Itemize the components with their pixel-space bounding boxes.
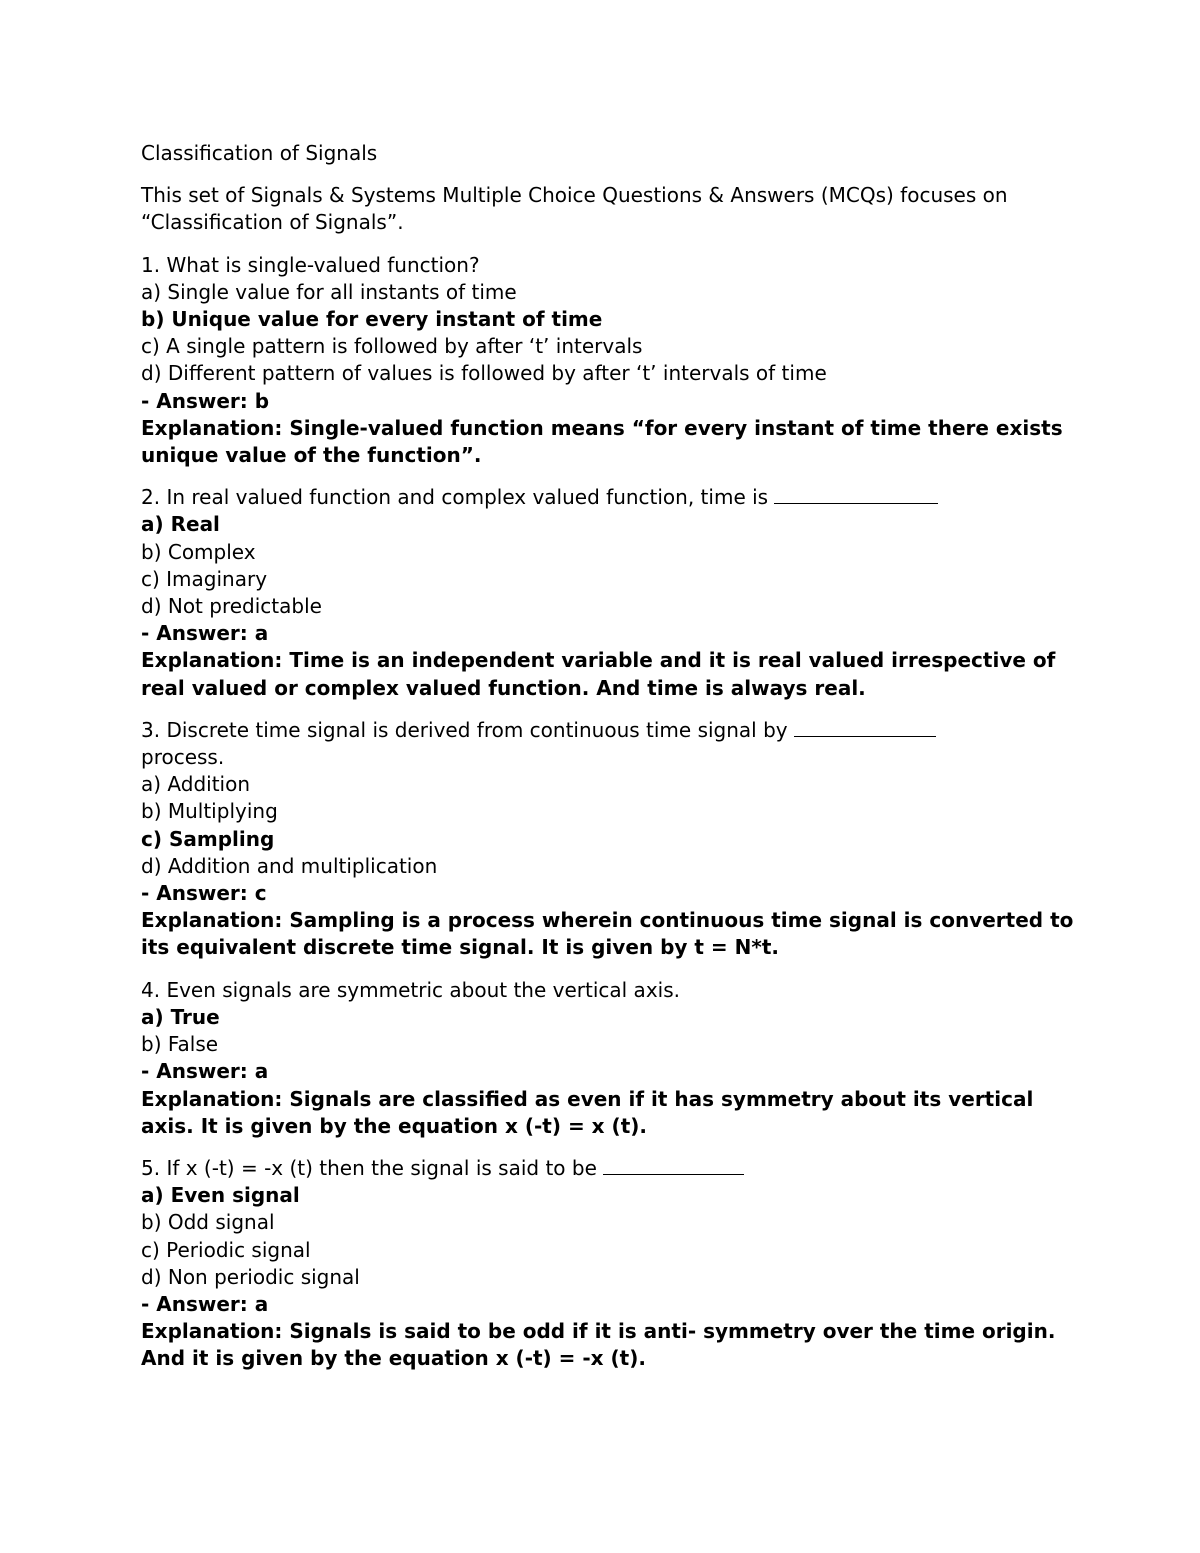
question-text: 3. Discrete time signal is derived from continuous time signal by [141, 717, 788, 742]
option-c: c) A single pattern is followed by after ‘t’ intervals [141, 334, 643, 359]
option-b: b) Odd signal [141, 1210, 275, 1235]
answer-blank [603, 1158, 744, 1175]
option-c-correct: c) Sampling [141, 826, 275, 851]
question-line [141, 484, 1076, 511]
option-c: c) Periodic signal [141, 1237, 311, 1262]
explanation: Explanation: Signals are classified as even if it has symmetry about its vertical axis. It is given by the equation x (-t) = x (t). [141, 1086, 1034, 1138]
option-a-correct: a) True [141, 1004, 220, 1029]
answer-line: - Answer: a [141, 1291, 269, 1316]
answer-line: - Answer: a [141, 621, 269, 646]
question-block-3 [141, 717, 1076, 962]
explanation: Explanation: Signals is said to be odd if it is anti- symmetry over the time origin. And it is given by the equation x (-t) = -x (t). [141, 1319, 1056, 1371]
question-block-5 [141, 1155, 1076, 1373]
option-a-correct: a) Real [141, 512, 220, 537]
question-text-continued: process. [141, 745, 225, 770]
option-d: d) Different pattern of values is followed by after ‘t’ intervals of time [141, 361, 827, 386]
option-a: a) Single value for all instants of time [141, 279, 517, 304]
question-line [141, 717, 1076, 744]
option-a-correct: a) Even signal [141, 1183, 300, 1208]
answer-blank [794, 720, 936, 737]
answer-blank [774, 487, 938, 504]
question-text: 1. What is single-valued function? [141, 252, 480, 277]
question-block-4 [141, 977, 1076, 1140]
answer-line: - Answer: a [141, 1059, 269, 1084]
document-content [141, 140, 1076, 1388]
option-d: d) Non periodic signal [141, 1264, 360, 1289]
option-b: b) Complex [141, 539, 256, 564]
option-b: b) False [141, 1032, 219, 1057]
answer-line: - Answer: c [141, 881, 267, 906]
explanation: Explanation: Single-valued function means “for every instant of time there exists unique value of the function”. [141, 415, 1063, 468]
question-text: 5. If x (-t) = -x (t) then the signal is said to be [141, 1155, 597, 1180]
question-text: 4. Even signals are symmetric about the vertical axis. [141, 977, 680, 1002]
option-a: a) Addition [141, 772, 251, 797]
question-line [141, 1155, 1076, 1182]
question-block-2 [141, 484, 1076, 702]
option-b: b) Multiplying [141, 799, 278, 824]
explanation: Explanation: Time is an independent variable and it is real valued irrespective of real valued or complex valued function. And time is always real. [141, 648, 1056, 700]
document-title: Classification of Signals [141, 141, 378, 165]
option-b-correct: b) Unique value for every instant of time [141, 307, 603, 332]
answer-line: - Answer: b [141, 388, 270, 413]
question-block-1 [141, 252, 1076, 470]
explanation: Explanation: Sampling is a process wherein continuous time signal is converted to its equivalent discrete time signal. It is given by t = N*t. [141, 908, 1074, 960]
option-c: c) Imaginary [141, 566, 268, 591]
option-d: d) Not predictable [141, 594, 322, 619]
question-text: 2. In real valued function and complex valued function, time is [141, 485, 769, 510]
option-d: d) Addition and multiplication [141, 853, 438, 878]
document-intro: This set of Signals & Systems Multiple Choice Questions & Answers (MCQs) focuses on “Classification of Signals”. [141, 183, 1008, 235]
